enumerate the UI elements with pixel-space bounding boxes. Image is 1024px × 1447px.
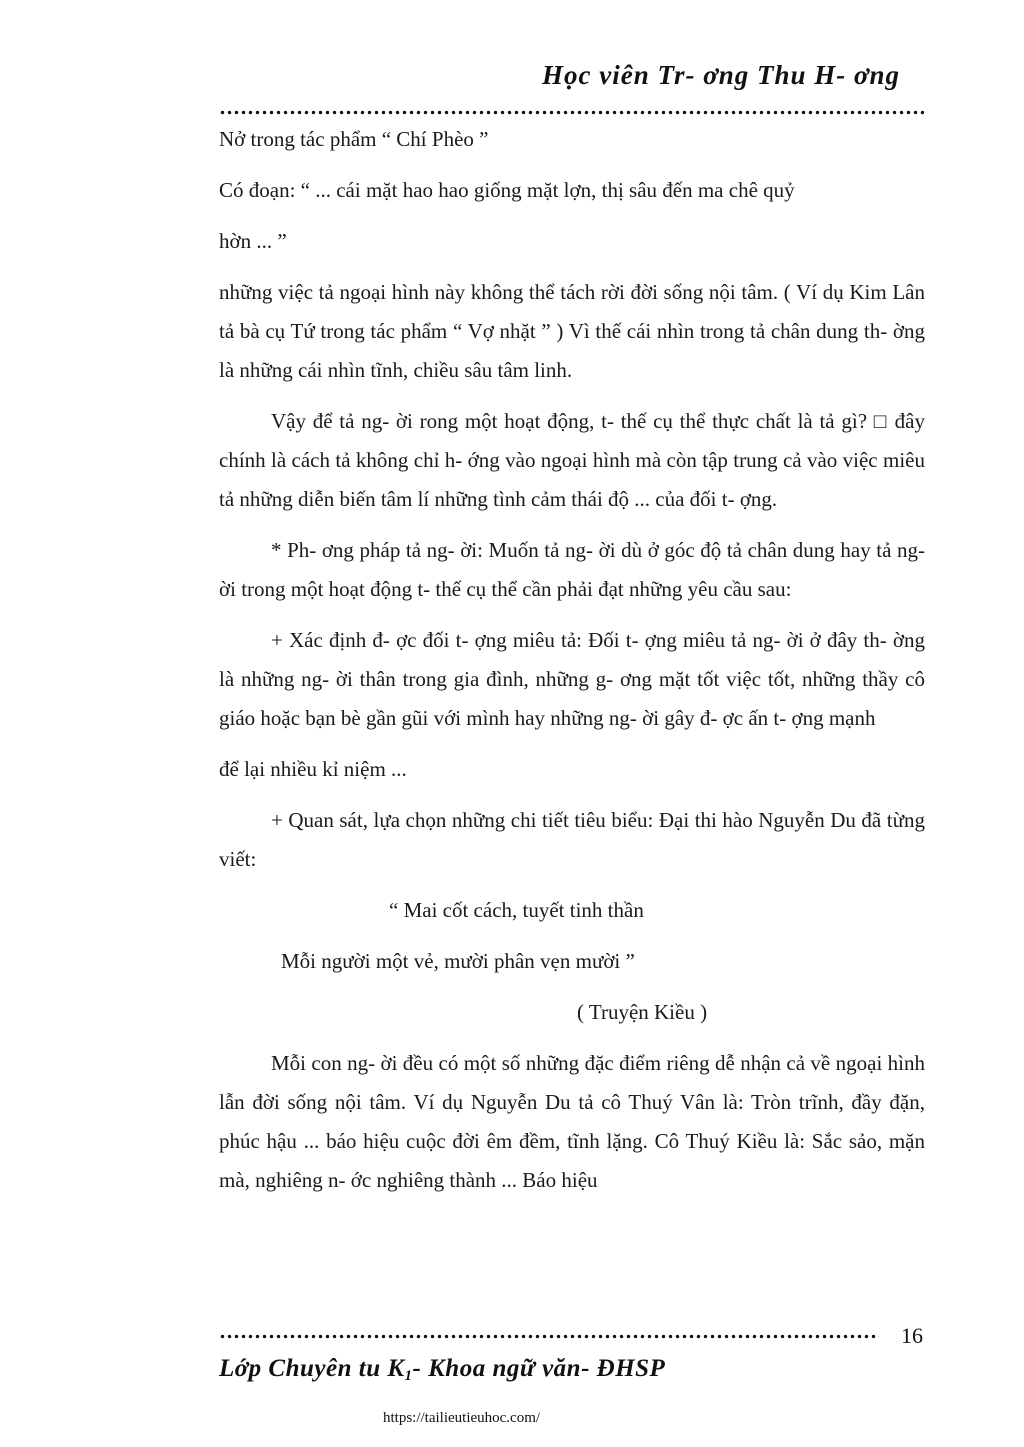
paragraph-line: để lại nhiều kỉ niệm ... — [219, 757, 407, 781]
footer-title-subscript: 1 — [404, 1368, 413, 1384]
paragraph-line: Có đoạn: “ ... cái mặt hao hao giống mặt lợn, thị sâu đến ma chê quỷ — [219, 178, 795, 202]
paragraph: những việc tả ngoại hình này không thể tách rời đời sống nội tâm. ( Ví dụ Kim Lân tả bà cụ Tứ trong tác phẩm “ Vợ nhặt ” ) Vì thế cái nhìn trong tả chân dung th- ờng là những cái nhìn tĩnh, chiều sâu tâm linh. — [219, 280, 925, 382]
paragraph-line: Nở trong tác phẩm “ Chí Phèo ” — [219, 127, 489, 151]
footer-title-rest: - Khoa ngữ văn- ĐHSP — [412, 1355, 666, 1382]
poem-line: “ Mai cốt cách, tuyết tinh thần — [389, 898, 644, 922]
paragraph-line: hờn ... ” — [219, 229, 287, 253]
paragraph: Vậy để tả ng- ời rong một hoạt động, t- thế cụ thể thực chất là tả gì? □ đây chính là cách tả không chỉ h- ớng vào ngoại hình mà còn tập trung cả vào việc miêu tả những diễn biến tâm lí những tình cảm thái độ ... của đối t- ợng. — [219, 409, 925, 511]
poem-line: Mỗi người một vẻ, mười phân vẹn mười ” — [281, 949, 635, 973]
header-dotted-rule — [219, 110, 924, 115]
paragraph: * Ph- ơng pháp tả ng- ời: Muốn tả ng- ời dù ở góc độ tả chân dung hay tả ng- ời trong một hoạt động t- thế cụ thể cần phải đạt những yêu cầu sau: — [219, 538, 925, 601]
footer-title — [219, 1355, 665, 1385]
paragraph: Mỗi con ng- ời đều có một số những đặc điểm riêng dễ nhận cả về ngoại hình lẫn đời sống nội tâm. Ví dụ Nguyễn Du tả cô Thuý Vân là: Tròn trĩnh, đầy đặn, phúc hậu ... báo hiệu cuộc đời êm đềm, tĩnh lặng. Cô Thuý Kiều là: Sắc sảo, mặn mà, nghiêng n- ớc nghiêng thành ... Báo hiệu — [219, 1051, 925, 1192]
footer-title-main: Lớp Chuyên tu K — [219, 1355, 405, 1382]
paragraph: + Quan sát, lựa chọn những chi tiết tiêu biểu: Đại thi hào Nguyễn Du đã từng viết: — [219, 808, 925, 871]
poem-source: ( Truyện Kiều ) — [577, 1000, 708, 1024]
footer-dotted-rule — [219, 1334, 879, 1339]
paragraph: + Xác định đ- ợc đối t- ợng miêu tả: Đối t- ợng miêu tả ng- ời ở đây th- ờng là những ng- ời thân trong gia đình, những g- ơng mặt tốt việc tốt, những thầy cô giáo hoặc bạn bè gần gũi với mình hay những ng- ời gây đ- ợc ấn t- ợng mạnh — [219, 628, 925, 730]
page-number: 16 — [901, 1323, 923, 1348]
source-url[interactable]: https://tailieutieuhoc.com/ — [383, 1410, 541, 1426]
header-title: Học viên Tr- ơng Thu H- ơng — [542, 60, 900, 90]
body-text — [219, 120, 925, 1200]
